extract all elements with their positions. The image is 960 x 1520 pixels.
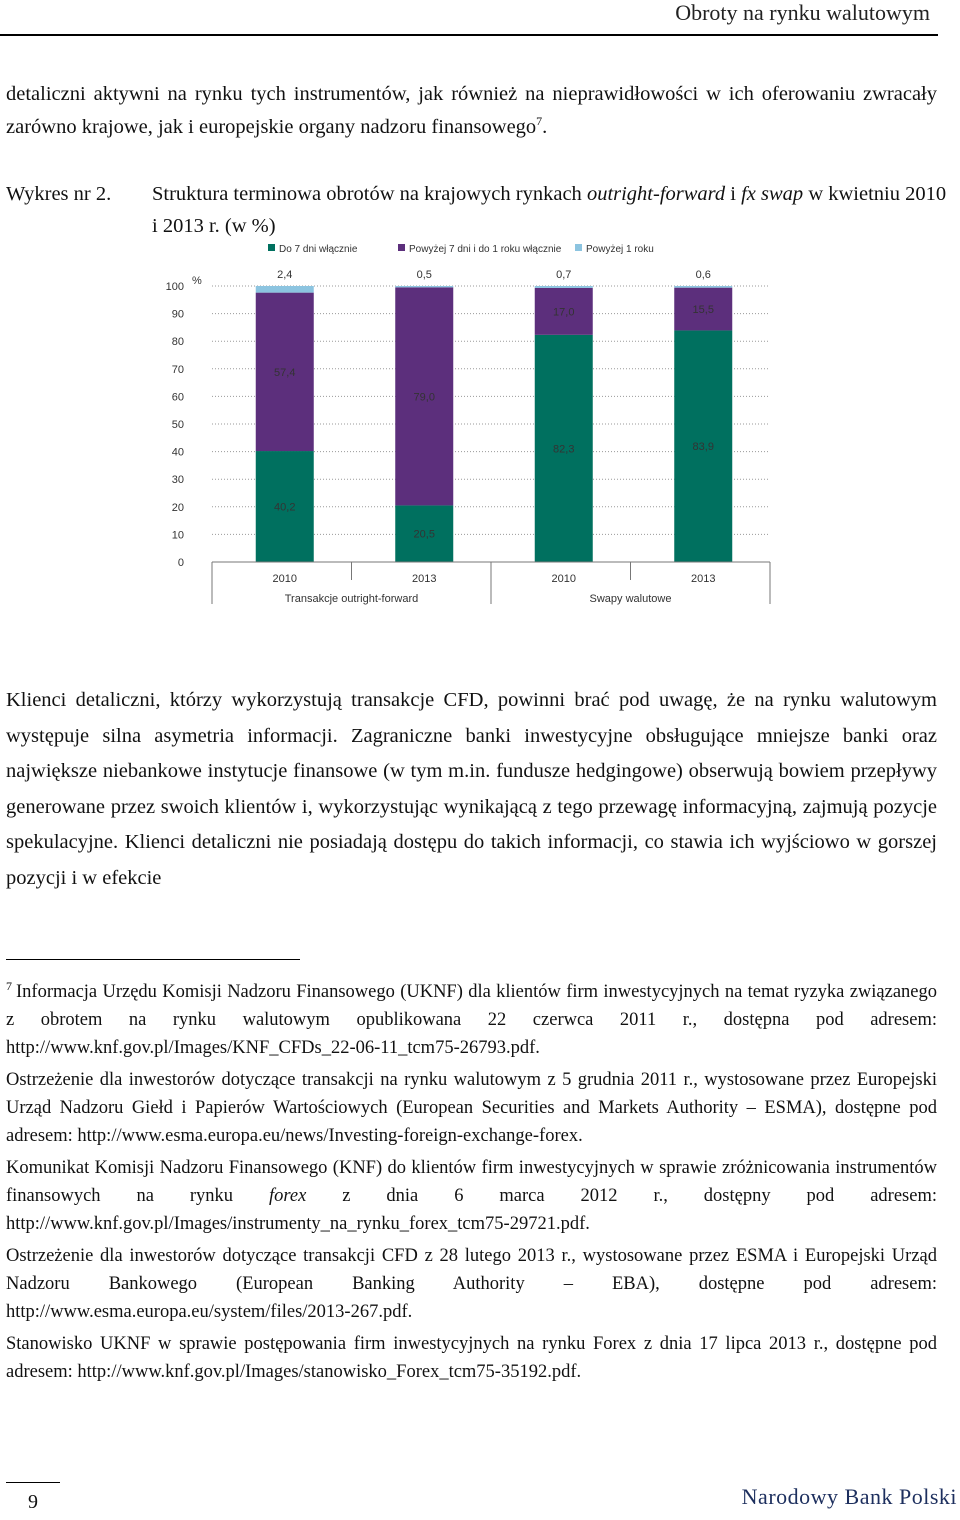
y-tick-label: 50: [171, 419, 184, 431]
publisher-logo: Narodowy Bank Polski: [741, 1484, 957, 1509]
footnote-text-before: Komunikat Komisji Nadzoru Finansowego (KNF) do klientów firm inwestycyjnych w sprawie zróżnicowania instrumentów finansowych na rynku: [6, 1158, 937, 1206]
body-paragraph: Klienci detaliczni, którzy wykorzystują transakcje CFD, powinni brać pod uwagę, że na rynku walutowym występuje silna asymetria informacji. Zagraniczne banki inwestycyjne obsługujące mniejsze banki oraz największe niebankowe instytucje finansowe (w tym m.in. fundusze hedgingowe) obserwują bowiem przepływy generowane przez swoich klientów i, wykorzystując wynikającą z tego przewagę informacyjną, zajmują pozycje spekulacyjne. Klienci detaliczni nie posiadają dostępu do takich informacji, co stawia ich wyjściowo w gorszej pozycji i w efekcie: [6, 689, 937, 889]
figure-title-part1: Struktura terminowa obrotów na krajowych rynkach: [152, 183, 587, 205]
data-label: 40,2: [274, 501, 296, 514]
bar-segment: [395, 286, 453, 287]
footnote-divider: [6, 959, 300, 960]
figure-title-italic1: outright-forward: [586, 183, 726, 205]
legend-label: Powyżej 7 dni i do 1 roku włącznie: [409, 244, 562, 255]
data-label: 0,6: [695, 269, 711, 281]
intro-end: .: [542, 116, 548, 138]
footnote-number: 7: [6, 978, 12, 993]
stacked-bar-chart: [150, 236, 790, 616]
data-label: 57,4: [274, 366, 296, 379]
y-tick-label: 100: [165, 281, 184, 293]
y-tick-label: 30: [171, 474, 184, 487]
x-tick-label: 2010: [272, 573, 297, 585]
legend-swatch: [575, 244, 582, 251]
y-tick-label: 0: [177, 557, 184, 569]
x-tick-label: 2013: [412, 573, 437, 585]
intro-text: detaliczni aktywni na rynku tych instrumentów, jak również na nieprawidłowości w ich oferowaniu zwracały zarówno krajowe, jak i europejskie organy nadzoru finansowego: [6, 83, 937, 138]
y-unit-label: %: [192, 275, 202, 287]
intro-paragraph: [6, 78, 937, 144]
data-label: 79,0: [413, 391, 435, 404]
footnote-item: [6, 1330, 937, 1386]
legend-swatch: [268, 244, 275, 251]
legend-label: Do 7 dni włącznie: [279, 244, 358, 255]
footnote-text: Stanowisko UKNF w sprawie postępowania firm inwestycyjnych na rynku Forex z dnia 17 lipca 2013 r., dostępne pod adresem: http://www.knf.gov.pl/Images/stanowisko_Forex_tcm75-35192.pdf.: [6, 1334, 937, 1382]
y-tick-label: 80: [171, 336, 184, 349]
footnote-text: Informacja Urzędu Komisji Nadzoru Finansowego (UKNF) dla klientów firm inwestycyjnych na temat ryzyka związanego z obrotem na rynku walutowym opublikowana 22 czerwca 2011 r., dostępna pod adresem: http://www.knf.gov.pl/Images/KNF_CFDs_22-06-11_tcm75-26793.pdf.: [6, 982, 937, 1058]
footnote-item: [6, 978, 937, 1062]
bar-segment: [535, 286, 593, 288]
legend-swatch: [398, 244, 405, 251]
data-label: 0,5: [416, 269, 432, 281]
x-group-label: Swapy walutowe: [589, 593, 672, 605]
footnote-ref-7[interactable]: 7: [536, 114, 543, 129]
y-tick-label: 70: [171, 363, 184, 376]
data-label: 83,9: [692, 441, 714, 454]
y-tick-label: 90: [171, 308, 184, 321]
footnote-text: Ostrzeżenie dla inwestorów dotyczące transakcji na rynku walutowym z 5 grudnia 2011 r., wystosowane przez Europejski Urząd Nadzoru Giełd i Papierów Wartościowych (European Securities and Markets Authority – ESMA), dostępne pod adresem: http://www.esma.europa.eu/news/Investing-foreign-exchange-forex.: [6, 1070, 937, 1146]
bar-segment: [674, 286, 732, 288]
x-group-label: Transakcje outright-forward: [284, 593, 419, 605]
data-label: 2,4: [277, 269, 293, 281]
figure-title: [152, 178, 947, 242]
data-label: 20,5: [413, 528, 435, 541]
y-tick-label: 20: [171, 501, 184, 514]
bar-segment: [256, 286, 314, 293]
figure-title-italic2: fx swap: [741, 183, 804, 205]
y-tick-label: 60: [171, 391, 184, 404]
footnote-text: Ostrzeżenie dla inwestorów dotyczące transakcji CFD z 28 lutego 2013 r., wystosowane przez ESMA i Europejski Urząd Nadzoru Bankowego (European Banking Authority – EBA), dostępne pod adresem: http://www.esma.europa.eu/system/files/2013-267.pdf.: [6, 1246, 937, 1322]
footnote-item: [6, 1066, 937, 1150]
figure-title-part3: w kwietniu 2010 i 2013 r. (w %): [152, 183, 947, 237]
data-label: 82,3: [553, 443, 575, 456]
footnote-text-after: z dnia 6 marca 2012 r., dostępny pod adresem: http://www.knf.gov.pl/Images/instrumenty_na_rynku_forex_tcm75-29721.pdf.: [6, 1186, 937, 1234]
x-tick-label: 2013: [691, 573, 716, 585]
figure-label: Wykres nr 2.: [6, 183, 112, 205]
data-label: 17,0: [553, 306, 575, 319]
y-tick-label: 40: [171, 446, 184, 459]
header-divider: [0, 34, 938, 36]
legend-label: Powyżej 1 roku: [586, 244, 654, 255]
figure-title-part2: i: [725, 183, 742, 205]
page-number: 9: [6, 1482, 60, 1514]
y-tick-label: 10: [171, 529, 184, 542]
x-tick-label: 2010: [551, 573, 576, 585]
footnote-text-italic: forex: [268, 1186, 307, 1206]
data-label: 0,7: [556, 269, 572, 281]
data-label: 15,5: [692, 304, 714, 317]
footnote-item: [6, 1242, 937, 1326]
footnotes: [6, 978, 937, 1390]
footnote-item: [6, 1154, 937, 1238]
running-header-title: Obroty na rynku walutowym: [675, 0, 930, 25]
